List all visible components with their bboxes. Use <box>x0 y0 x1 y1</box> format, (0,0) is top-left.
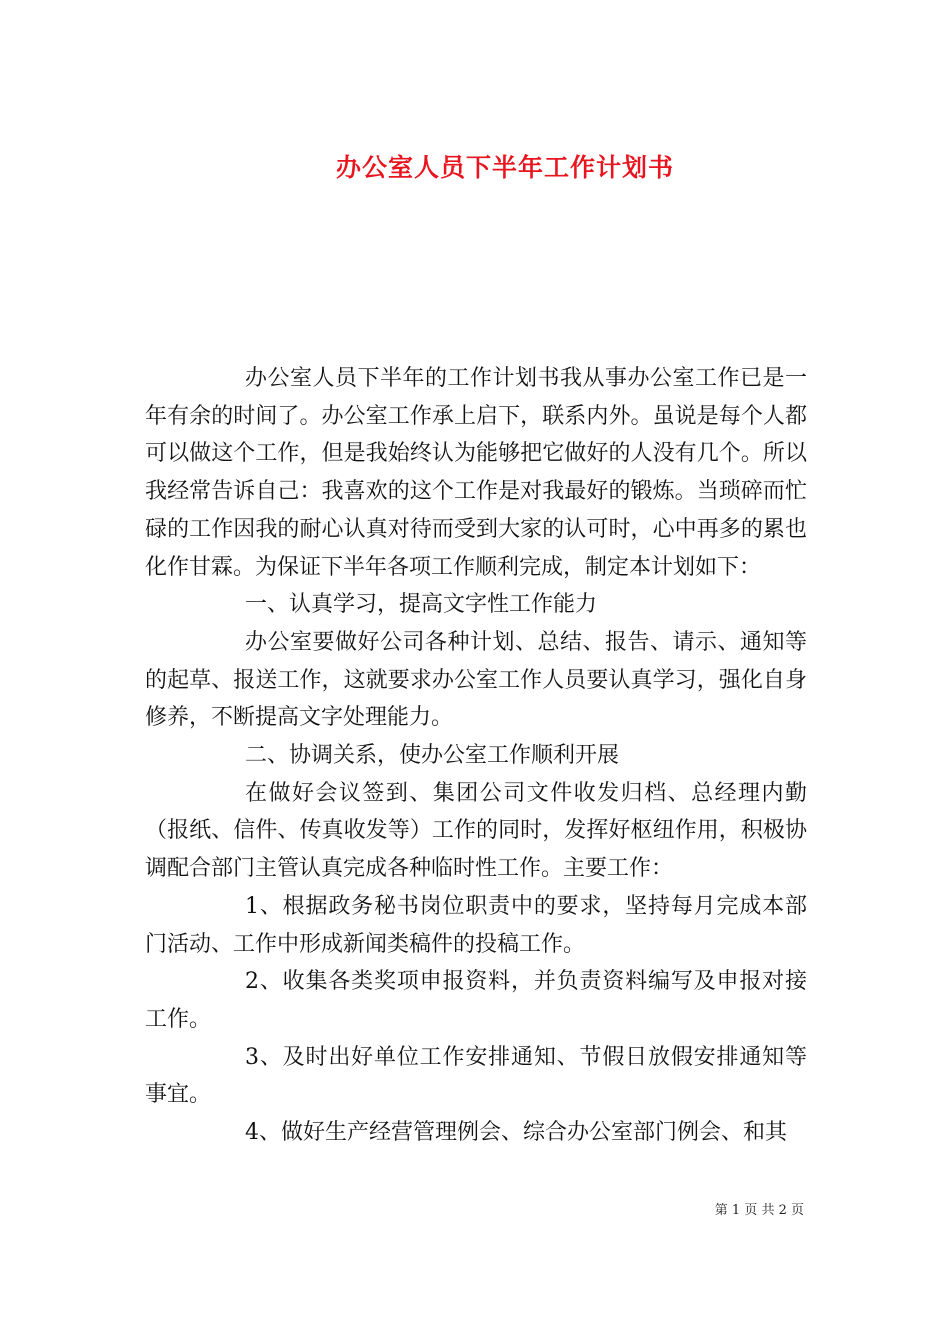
section-2-paragraph: 在做好会议签到、集团公司文件收发归档、总经理内勤（报纸、信件、传真收发等）工作的同时，发挥好枢纽作用，积极协调配合部门主管认真完成各种临时性工作。主要工作： <box>145 780 807 882</box>
intro-paragraph: 办公室人员下半年的工作计划书我从事办公室工作已是一年有余的时间了。办公室工作承上启下，联系内外。虽说是每个人都可以做这个工作，但是我始终认为能够把它做好的人没有几个。所以我经常告诉自己：我喜欢的这个工作是对我最好的锻炼。当琐碎而忙碌的工作因我的耐心认真对待而受到大家的认可时，心中再多的累也化作甘霖。为保证下半年各项工作顺利完成，制定本计划如下： <box>145 366 807 580</box>
list-item-3: 3、及时出好单位工作安排通知、节假日放假安排通知等事宜。 <box>145 1044 807 1108</box>
section-heading-1: 一、认真学习，提高文字性工作能力 <box>245 592 598 618</box>
list-item-2: 2、收集各类奖项申报资料，并负责资料编写及申报对接工作。 <box>145 969 807 1032</box>
section-1-paragraph: 办公室要做好公司各种计划、总结、报告、请示、通知等的起草、报送工作，这就要求办公室工作人员要认真学习，强化自身修养，不断提高文字处理能力。 <box>145 629 807 731</box>
document-title: 办公室人员下半年工作计划书 <box>335 152 674 182</box>
list-item-1: 1、根据政务秘书岗位职责中的要求，坚持每月完成本部门活动、工作中形成新闻类稿件的投稿工作。 <box>145 893 807 957</box>
page-footer: 第 1 页 共 2 页 <box>714 1203 804 1218</box>
document-body <box>145 360 807 1152</box>
section-heading-2: 二、协调关系，使办公室工作顺利开展 <box>245 743 620 769</box>
list-item-4: 4、做好生产经营管理例会、综合办公室部门例会、和其 <box>245 1120 787 1146</box>
